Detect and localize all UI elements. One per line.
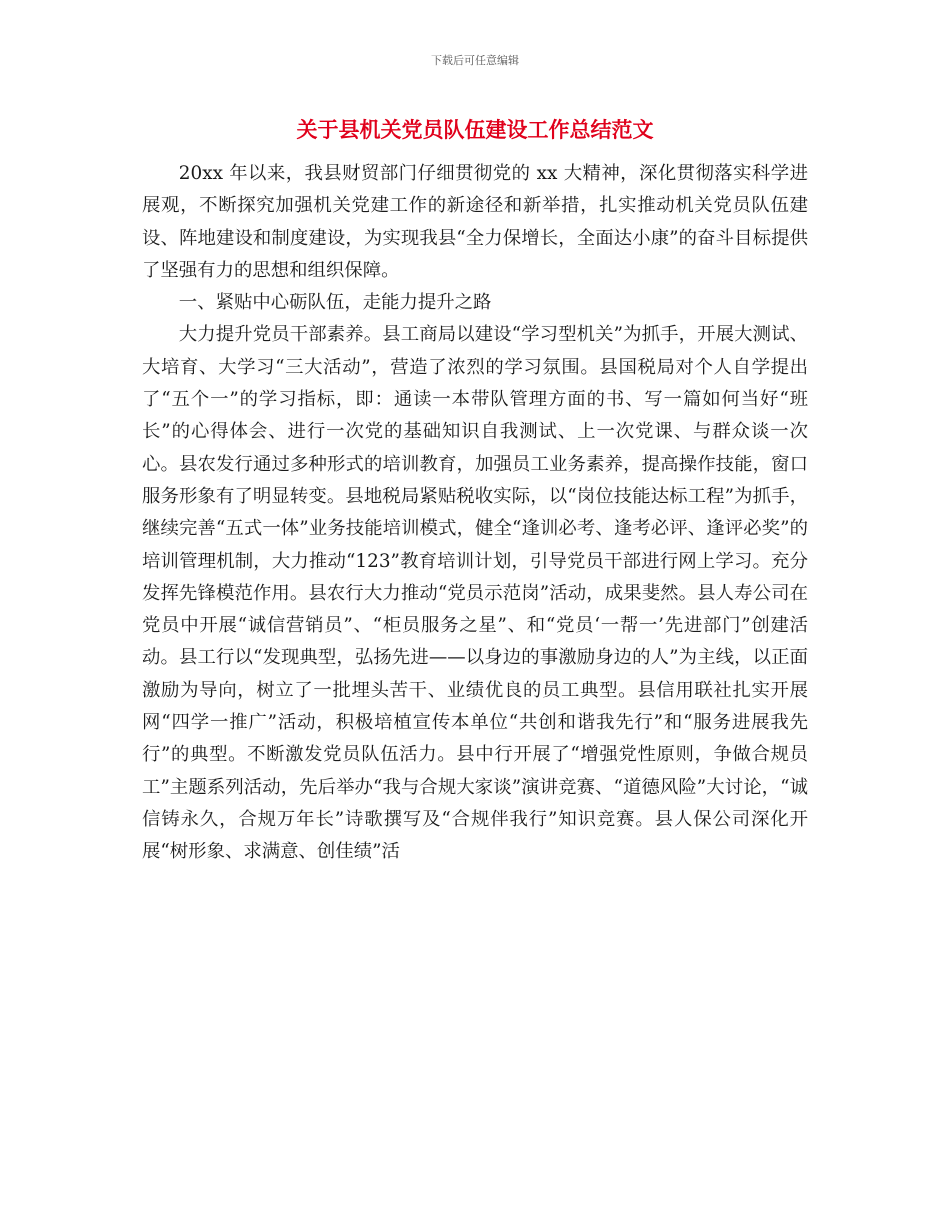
paragraph-intro: 20xx 年以来，我县财贸部门仔细贯彻党的 xx 大精神，深化贯彻落实科学进展观，不断探究加强机关党建工作的新途径和新举措，扎实推动机关党员队伍建设、阵地建设和制度建设，为实现我县“全力保增长，全面达小康”的奋斗目标提供了坚强有力的思想和组织保障。 (142, 163, 808, 281)
section-heading-1: 一、紧贴中心砺队伍，走能力提升之路 (178, 292, 492, 314)
document-body (142, 158, 808, 869)
page-header-note: 下载后可任意编辑 (431, 54, 519, 67)
document-title: 关于县机关党员队伍建设工作总结范文 (296, 118, 654, 142)
paragraph-section-1: 大力提升党员干部素养。县工商局以建设“学习型机关”为抓手，开展大测试、大培育、大学习“三大活动”，营造了浓烈的学习氛围。县国税局对个人自学提出了“五个一”的学习指标，即：通读一本带队管理方面的书、写一篇如何当好“班长”的心得体会、进行一次党的基础知识自我测试、上一次党课、与群众谈一次心。县农发行通过多种形式的培训教育，加强员工业务素养，提高操作技能，窗口服务形象有了明显转变。县地税局紧贴税收实际，以“岗位技能达标工程”为抓手，继续完善“五式一体”业务技能培训模式，健全“逢训必考、逢考必评、逢评必奖”的培训管理机制，大力推动“123”教育培训计划，引导党员干部进行网上学习。充分发挥先锋模范作用。县农行大力推动“党员示范岗”活动，成果斐然。县人寿公司在党员中开展“诚信营销员”、“柜员服务之星”、和“党员‘一帮一’先进部门”创建活动。县工行以“发现典型，弘扬先进——以身边的事激励身边的人”为主线，以正面激励为导向，树立了一批埋头苦干、业绩优良的员工典型。县信用联社扎实开展网“四学一推广”活动，积极培植宣传本单位“共创和谐我先行”和“服务进展我先行”的典型。不断激发党员队伍活力。县中行开展了“增强党性原则，争做合规员工”主题系列活动，先后举办“我与合规大家谈”演讲竞赛、“道德风险”大讨论，“诚信铸永久，合规万年长”诗歌撰写及“合规伴我行”知识竞赛。县人保公司深化开展“树形象、求满意、创佳绩”活 (142, 324, 808, 863)
